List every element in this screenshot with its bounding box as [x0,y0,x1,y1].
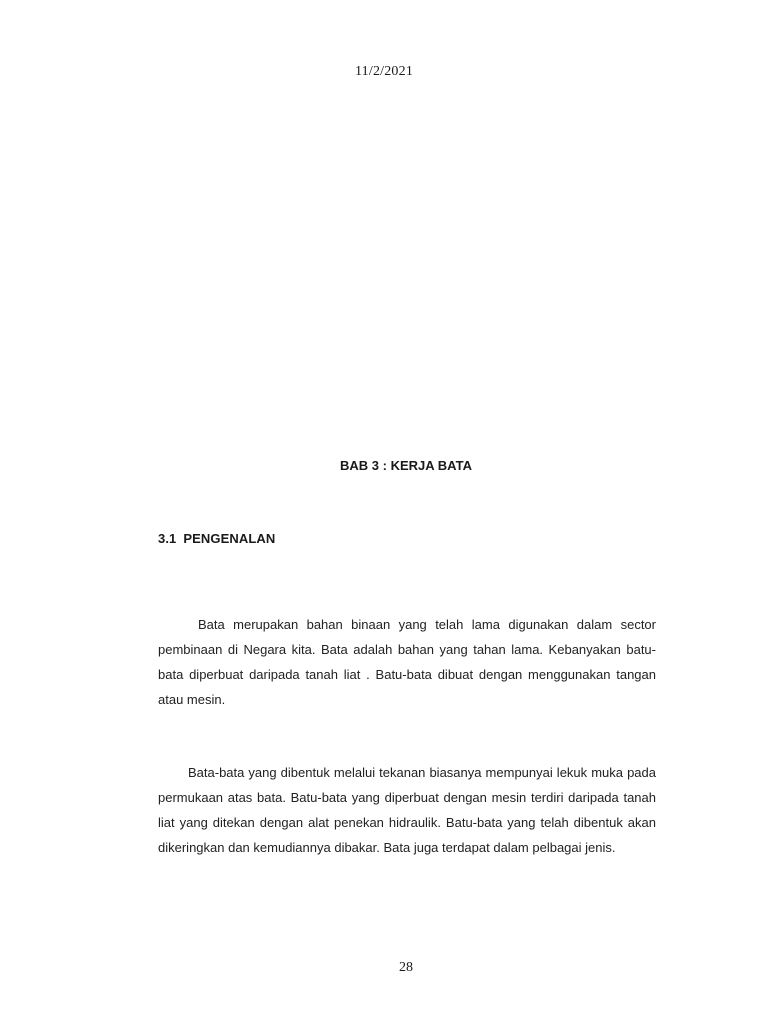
page-number: 28 [399,960,413,975]
chapter-title: BAB 3 : KERJA BATA [340,458,472,473]
section-title: PENGENALAN [183,531,276,546]
paragraph-intro: Bata merupakan bahan binaan yang telah lama digunakan dalam sector pembinaan di Negara kita. Bata adalah bahan yang tahan lama. Kebanyakan batu-bata diperbuat daripada tanah liat . Batu-bata dibuat dengan menggunakan tangan atau mesin. [158,617,656,707]
paragraph-brick-forming: Bata-bata yang dibentuk melalui tekanan biasanya mempunyai lekuk muka pada permukaan atas bata. Batu-bata yang diperbuat dengan mesin terdiri daripada tanah liat yang ditekan dengan alat penekan hidraulik. Batu-bata yang telah dibentuk akan dikeringkan dan kemudiannya dibakar. Bata juga terdapat dalam pelbagai jenis. [158,765,656,855]
section-heading [158,531,275,546]
section-number: 3.1 [158,531,177,546]
header-date: 11/2/2021 [354,64,414,79]
